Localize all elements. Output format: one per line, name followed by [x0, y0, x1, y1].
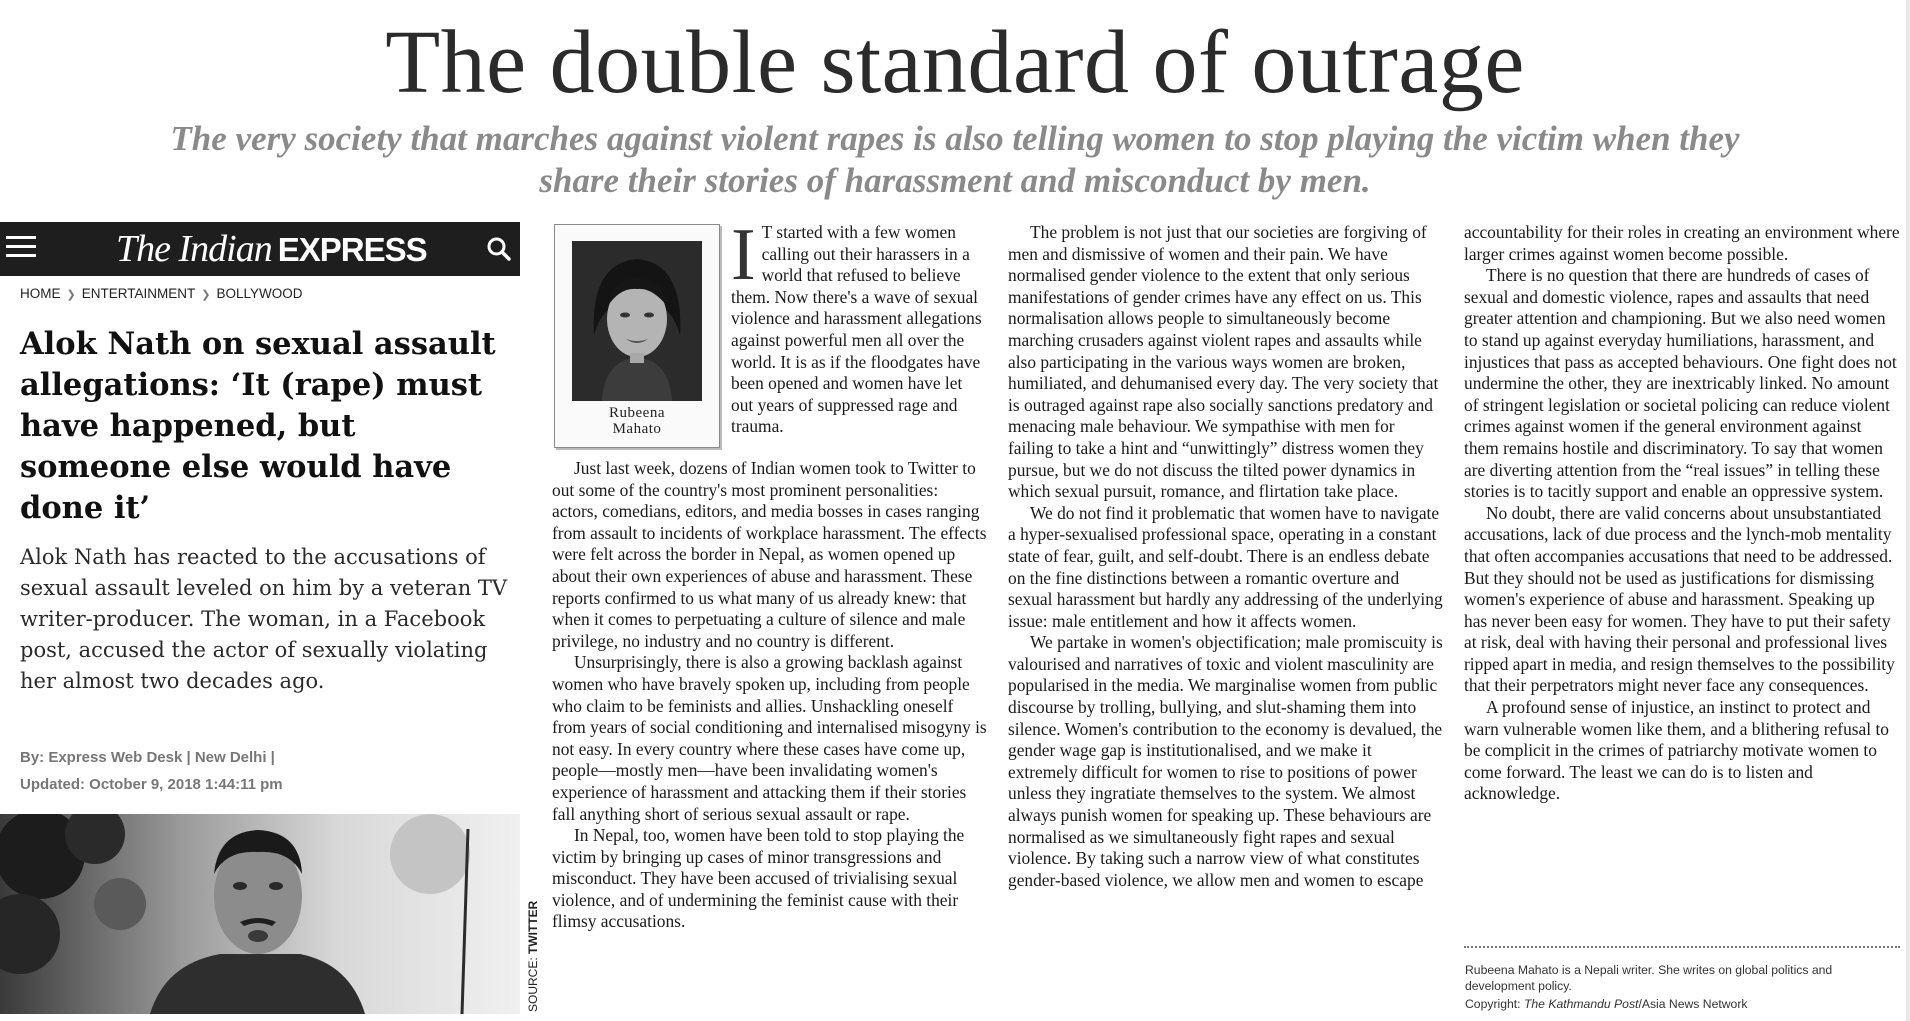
- paragraph-9: No doubt, there are valid concerns about unsubstantiated accusations, lack of due process and the lynch-mob mentality that often accompanies accusations that need to be addressed. But they should not be used as justifications for dismissing women's experience of abuse and harassment. Speaking up has never been easy for women. They have to put their safety at risk, deal with having their personal and professional lives ripped apart in media, and resign themselves to the possibility that their perpetrators might never face any consequences.: [1464, 502, 1895, 696]
- copyright-publication: The Kathmandu Post: [1523, 997, 1639, 1011]
- article-summary: Alok Nath has reacted to the accusations of sexual assault leveled on him by a veteran TV writer-producer. The woman, in a Facebook post, accused the actor of sexually violating her almost two decades ago.: [20, 545, 508, 693]
- search-icon[interactable]: [486, 236, 512, 262]
- breadcrumb-bollywood[interactable]: BOLLYWOOD: [216, 286, 303, 301]
- paragraph-6: We do not find it problematic that women have to navigate a hyper-sexualised professional space, operating in a constant state of fear, guilt, and self-doubt. There is an endless debate on the fine distinctions between a romantic overture and sexual harassment but hardly any addressing of the underlying issue: male entitlement and how it affects women.: [1008, 502, 1443, 631]
- embedded-article-screenshot: [0, 222, 520, 1014]
- app-bar: [0, 222, 520, 276]
- author-name: [555, 405, 719, 437]
- paragraph-1: [731, 214, 987, 438]
- brand-the: The Indian: [116, 228, 272, 270]
- article-photo: [0, 814, 520, 1014]
- body-column-1-top: [731, 214, 987, 438]
- paragraph-5: The problem is not just that our societies are forgiving of men and dismissive of women and their pain. We have normalised gender violence to the extent that only serious manifestations of gender crimes have any effect on us. This normalisation allows people to simultaneously become marching crusaders against violent rapes and assaults while also participating in the various ways women are broken, humiliated, and dehumanised every day. The very society that is outraged against rape also socially sanctions predatory and menacing male behaviour. We sympathise with men for failing to take a hint and “unwittingly” distress women they pursue, but we do not discuss the tilted power dynamics in which sexual pursuit, romance, and flirtation take place.: [1008, 222, 1439, 502]
- breadcrumb-entertainment[interactable]: ENTERTAINMENT: [81, 286, 196, 301]
- updated-timestamp: Updated: October 9, 2018 1:44:11 pm: [20, 776, 283, 793]
- copyright-suffix: /Asia News Network: [1638, 997, 1748, 1011]
- author-photo: [572, 241, 702, 401]
- hamburger-menu-icon[interactable]: [6, 236, 36, 260]
- copyright-prefix: Copyright:: [1465, 997, 1524, 1011]
- headline: The double standard of outrage: [385, 13, 1525, 112]
- author-bio-text: Rubeena Mahato is a Nepali writer. She writes on global politics and development policy.: [1465, 963, 1833, 993]
- paragraph-4: In Nepal, too, women have been told to stop playing the victim by bringing up cases of minor transgressions and misconduct. They have been accused of trivialising sexual violence, and of undermining the feminist cause with their flimsy accusations.: [552, 825, 965, 932]
- source-prefix: SOURCE:: [526, 953, 540, 1012]
- source-name: TWITTER: [526, 900, 540, 954]
- photo-source-label: [526, 901, 540, 1012]
- body-column-3: [1464, 222, 1900, 805]
- copyright-line: [1465, 997, 1747, 1011]
- chevron-right-icon: ❯: [201, 289, 211, 301]
- author-last-name: Mahato: [612, 421, 662, 437]
- author-box: [554, 224, 720, 448]
- chevron-right-icon: ❯: [66, 289, 76, 301]
- dotted-divider: [1464, 946, 1900, 948]
- brand-logo[interactable]: [116, 226, 427, 272]
- page-edge: [1906, 0, 1910, 1021]
- author-bio: [1465, 962, 1901, 994]
- paragraph-8: There is no question that there are hundreds of cases of sexual and domestic violence, rapes and assaults that need greater attention and championing. But we also need women to stand up against everyday humiliations, harassment, and injustices that pass as accepted behaviours. One fight does not undermine the other, they are inextricably linked. No amount of stringent legislation or societal policing can reduce violent crimes against women if the general environment against them remains hostile and discriminatory. To say that women are diverting attention from the “real issues” in telling these stories is to tacitly support and enable an oppressive system.: [1464, 265, 1897, 502]
- drop-cap: I: [731, 214, 756, 296]
- article-title: Alok Nath on sexual assault allegations: ‘It (rape) must have happened, but someone else would have done it’: [20, 326, 496, 526]
- author-first-name: Rubeena: [609, 405, 665, 421]
- breadcrumb-home[interactable]: HOME: [20, 286, 61, 301]
- paragraph-1-text: T started with a few women calling out their harassers in a world that refused to believe them. Now there's a wave of sexual violence and harassment allegations against powerful men all over the world. It is as if the floodgates have been opened and women have let out years of suppressed rage and trauma.: [731, 222, 982, 437]
- breadcrumb: [20, 286, 302, 301]
- article-meta: [20, 744, 510, 798]
- deck-subheadline: The very society that marches against violent rapes is also telling women to stop playing the victim when they share their stories of harassment and misconduct by men.: [170, 119, 1740, 200]
- brand-express: EXPRESS: [277, 231, 427, 268]
- paragraph-7: We partake in women's objectification; male promiscuity is valourised and narratives of toxic and violent masculinity are popularised in the media. We marginalise women from public discourse by trolling, bullying, and slut-shaming them into silence. Women's contribution to the economy is devalued, the gender wage gap is institutionalised, and we make it extremely difficult for women to rise to positions of power unless they ingratiate themselves to the system. We almost always punish women for speaking up. These behaviours are normalised as we simultaneously fight rapes and sexual violence. By taking such a narrow view of what constitutes gender-based violence, we allow men and women to escape: [1008, 632, 1443, 890]
- paragraph-10: A profound sense of injustice, an instinct to protect and warn vulnerable women like them, and a blithering refusal to be complicit in the crimes of patriarchy motivate women to come forward. The least we can do is to listen and acknowledge.: [1464, 697, 1889, 804]
- paragraph-7-continued: accountability for their roles in creating an environment where larger crimes against women become possible.: [1464, 222, 1900, 264]
- body-column-2: [1008, 222, 1444, 891]
- body-column-1: [552, 458, 988, 933]
- paragraph-3: Unsurprisingly, there is also a growing backlash against women who have bravely spoken up, including from people who claim to be feminists and allies. Unshackling oneself from years of social conditioning and internalised misogyny is not easy. In every country where these cases have come up, people—mostly men—have been invalidating women's experience of harassment and attacking them if their stories fall anything short of serious sexual assault or rape.: [552, 652, 987, 824]
- paragraph-2: Just last week, dozens of Indian women took to Twitter to out some of the country's most prominent personalities: actors, comedians, editors, and media bosses in cases ranging from assault to incidents of workplace harassment. The effects were felt across the border in Nepal, as women opened up about their own experiences of abuse and harassment. These reports confirmed to us what many of us already knew: that when it comes to perpetuating a culture of silence and male privilege, no industry and no country is different.: [552, 458, 987, 651]
- byline: By: Express Web Desk | New Delhi |: [20, 749, 275, 766]
